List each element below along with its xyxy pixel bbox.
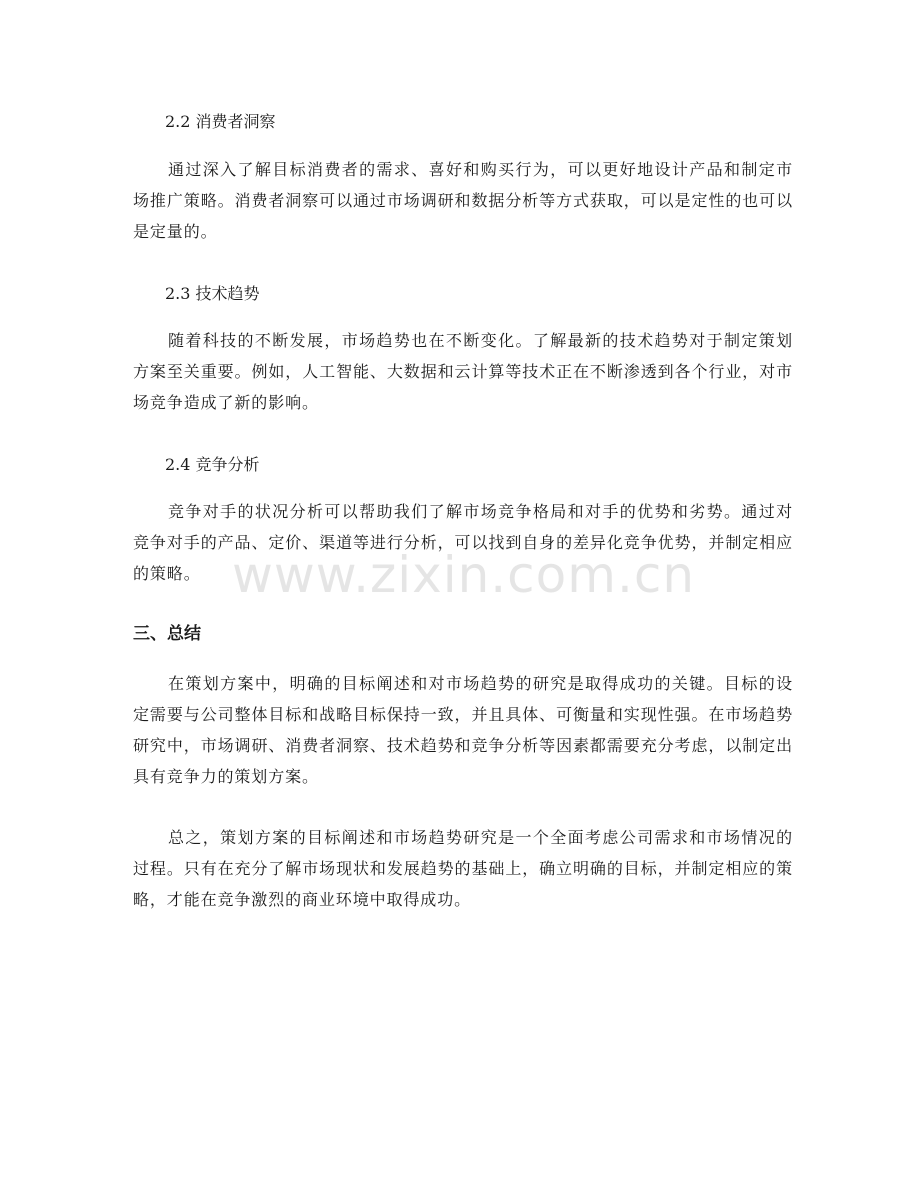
watermark: www.zixin.com.cn [232,546,696,604]
section-2-2-heading: 2.2 消费者洞察 [165,112,276,131]
section-2-4-paragraph: 竞争对手的状况分析可以帮助我们了解市场竞争格局和对手的优势和劣势。通过对竞争对手的产品、定价、渠道等进行分析，可以找到自身的差异化竞争优势，并制定相应的策略。 [133,502,793,583]
section-2-3-heading: 2.3 技术趋势 [165,284,260,303]
section-2-4-heading: 2.4 竞争分析 [165,455,260,474]
section-2-3-paragraph: 随着科技的不断发展，市场趋势也在不断变化。了解最新的技术趋势对于制定策划方案至关重要。例如，人工智能、大数据和云计算等技术正在不断渗透到各个行业，对市场竞争造成了新的影响。 [133,331,793,412]
summary-paragraph-1: 在策划方案中，明确的目标阐述和对市场趋势的研究是取得成功的关键。目标的设定需要与公司整体目标和战略目标保持一致，并且具体、可衡量和实现性强。在市场趋势研究中，市场调研、消费者洞察、技术趋势和竞争分析等因素都需要充分考虑，以制定出具有竞争力的策划方案。 [133,674,793,786]
summary-paragraph-2: 总之，策划方案的目标阐述和市场趋势研究是一个全面考虑公司需求和市场情况的过程。只有在充分了解市场现状和发展趋势的基础上，确立明确的目标，并制定相应的策略，才能在竞争激烈的商业环境中取得成功。 [133,828,793,909]
section-2-2-paragraph: 通过深入了解目标消费者的需求、喜好和购买行为，可以更好地设计产品和制定市场推广策略。消费者洞察可以通过市场调研和数据分析等方式获取，可以是定性的也可以是定量的。 [133,160,793,241]
section-3-heading: 三、总结 [133,624,201,644]
